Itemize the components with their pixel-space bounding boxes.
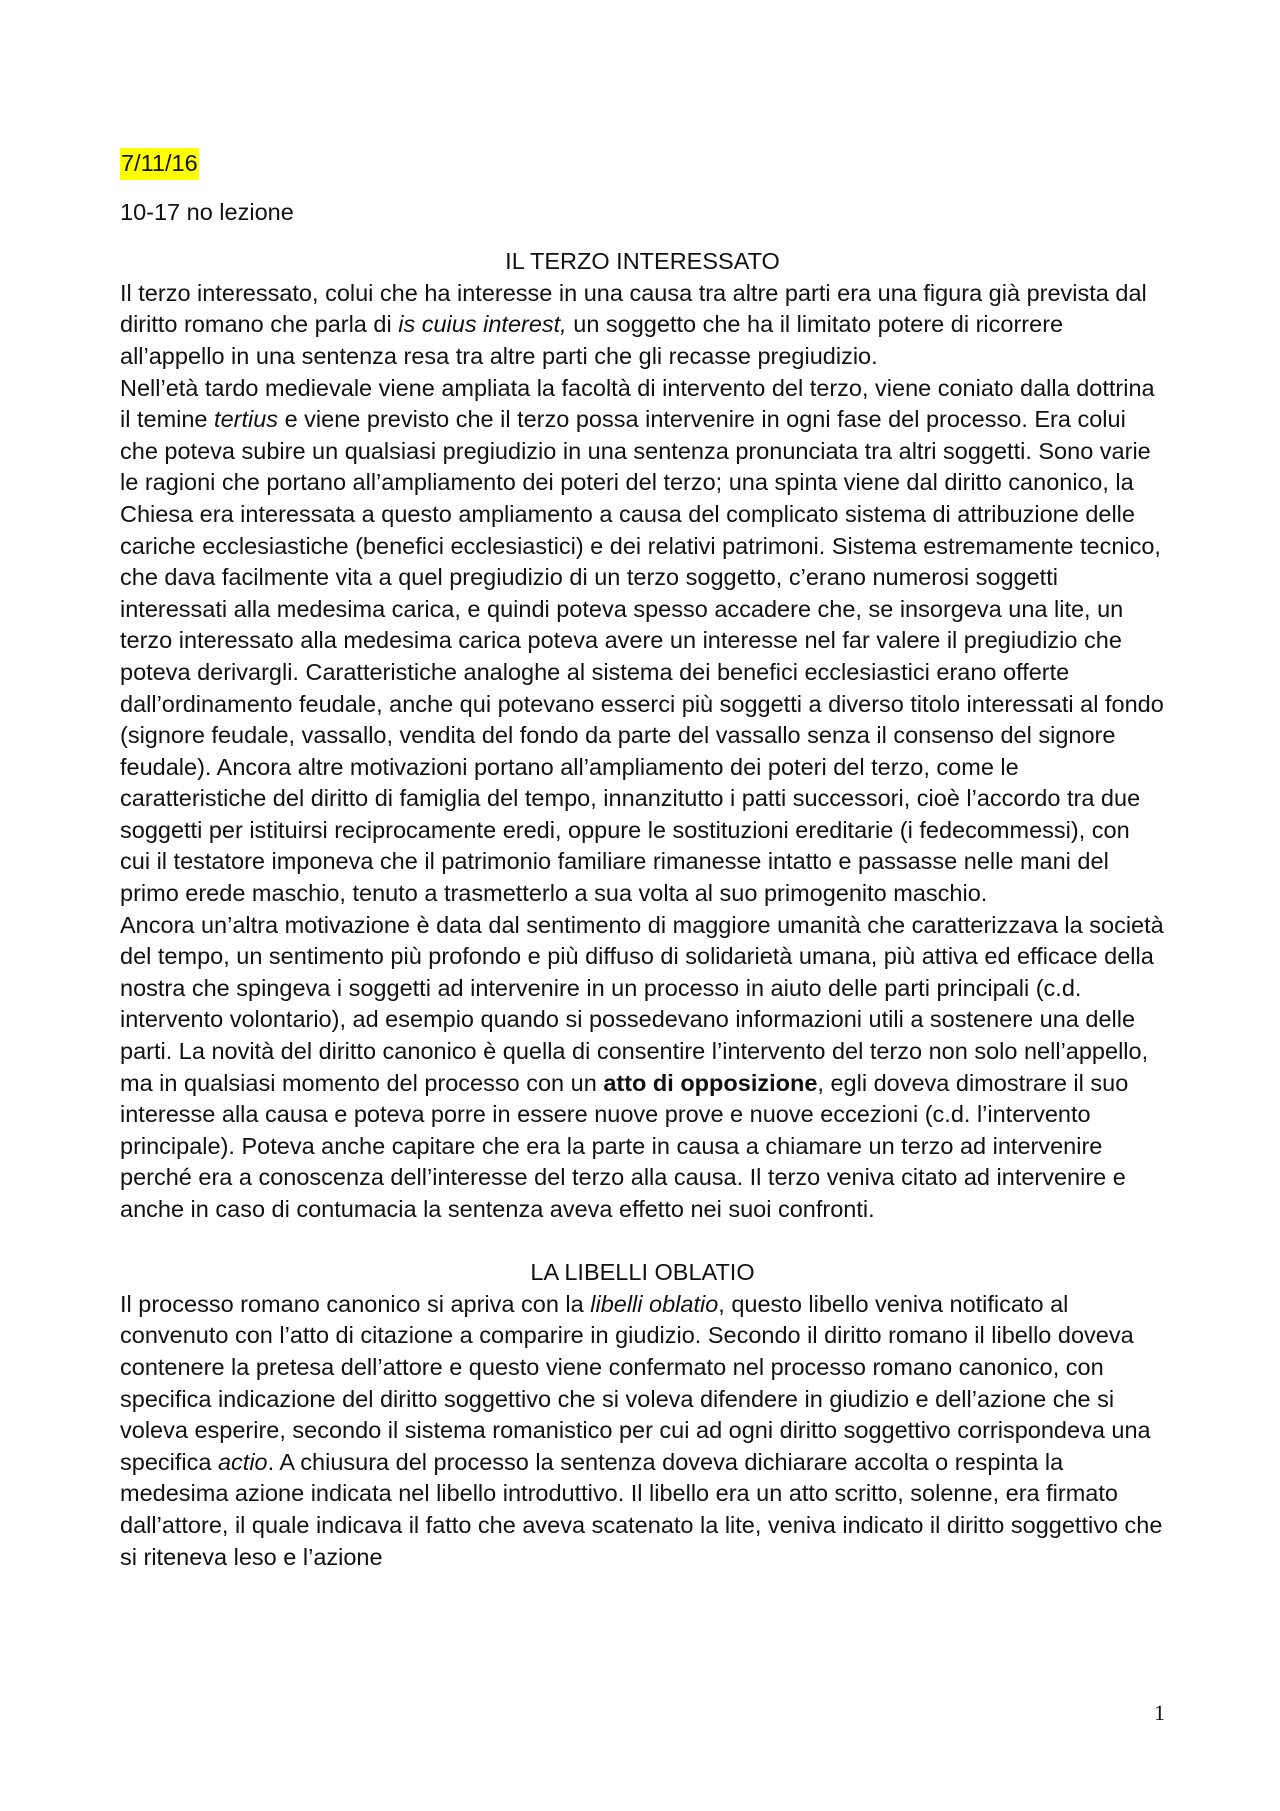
italic-term: libelli oblatio	[590, 1290, 719, 1317]
italic-term: is cuius interest,	[398, 311, 567, 338]
date-highlight: 7/11/16	[120, 148, 199, 180]
page-number: 1	[1154, 1700, 1165, 1725]
paragraph	[120, 373, 1165, 910]
text-run: Il terzo interessato, colui che ha interesse in una causa tra altre parti era una figura già prevista dal diritto romano che parla di	[120, 279, 1147, 338]
text-run: Il processo romano canonico si apriva con la	[120, 1290, 591, 1317]
text-run: e viene previsto che il terzo possa intervenire in ogni fase del processo. Era colui che poteva subire un qualsiasi pregiudizio in una sentenza pronunciata tra altri soggetti. Sono varie le ragioni che portano all’ampliamento dei poteri del terzo; una spinta viene dal diritto canonico, la Chiesa era interessata a questo ampliamento a causa del complicato sistema di attribuzione delle cariche ecclesiastiche (benefici ecclesiastici) e dei relativi patrimoni. Sistema estremamente tecnico, che dava facilmente vita a quel pregiudizio di un terzo soggetto, c’erano numerosi soggetti interessati alla medesima carica, e quindi poteva spesso accadere che, se insorgeva una lite, un terzo interessato alla medesima carica poteva avere un interesse nel far valere il pregiudizio che poteva derivargli. Caratteristiche analoghe al sistema dei benefici ecclesiastici erano offerte dall’ordinamento feudale, anche qui potevano esserci più soggetti a diverso titolo interessati al fondo (signore feudale, vassallo, vendita del fondo da parte del vassallo senza il consenso del signore feudale). Ancora altre motivazioni portano all’ampliamento dei poteri del terzo, come le caratteristiche del diritto di famiglia del tempo, innanzitutto i patti successori, cioè l’accordo tra due soggetti per istituirsi reciprocamente eredi, oppure le sostituzioni ereditarie (i fedecommessi), con cui il testatore imponeva che il patrimonio familiare rimanesse intatto e passasse nelle mani del primo erede maschio, tenuto a trasmetterlo a sua volta al suo primogenito maschio.	[120, 406, 1164, 907]
text-run: . A chiusura del processo la sentenza doveva dichiarare accolta o respinta la medesima azione indicata nel libello introduttivo. Il libello era un atto scritto, solenne, era firmato dall’attore, il quale indicava il fatto che aveva scatenato la lite, veniva indicato il diritto soggettivo che si riteneva leso e l’azione	[120, 1448, 1163, 1570]
document-body	[120, 148, 1165, 1573]
note-line: 10-17 no lezione	[120, 198, 294, 225]
section-title-terzo-interessato: IL TERZO INTERESSATO	[505, 248, 780, 275]
date-line	[120, 148, 1165, 180]
text-run: Ancora un’altra motivazione è data dal sentimento di maggiore umanità che caratterizzava la società del tempo, un sentimento più profondo e più diffuso di solidarietà umana, più attiva ed efficace della nostra che spingeva i soggetti ad intervenire in un processo in aiuto delle parti principali (c.d. intervento volontario), ad esempio quando si possedevano informazioni utili a sostenere una delle parti. La novità del diritto canonico è quella di consentire l’intervento del terzo non solo nell’appello, ma in qualsiasi momento del processo con un	[120, 911, 1164, 1096]
text-run: Nell’età tardo medievale viene ampliata la facoltà di intervento del terzo, viene coniato dalla dottrina il temine	[120, 374, 1155, 433]
bold-term: atto di opposizione	[603, 1069, 818, 1096]
text-run: , egli doveva dimostrare il suo interesse alla causa e poteva porre in essere nuove prove e nuove eccezioni (c.d. l’intervento principale). Poteva anche capitare che era la parte in causa a chiamare un terzo ad intervenire perché era a conoscenza dell’interesse del terzo alla causa. Il terzo veniva citato ad intervenire e anche in caso di contumacia la sentenza aveva effetto nei suoi confronti.	[120, 1069, 1129, 1222]
text-run: un soggetto che ha il limitato potere di ricorrere all’appello in una sentenza resa tra altre parti che gli recasse pregiudizio.	[120, 311, 1064, 369]
paragraph	[120, 278, 1165, 373]
text-run: , questo libello veniva notificato al convenuto con l’atto di citazione a comparire in giudizio. Secondo il diritto romano il libello doveva contenere la pretesa dell’attore e questo viene confermato nel processo romano canonico, con specifica indicazione del diritto soggettivo che si voleva difendere in giudizio e dell’azione che si voleva esperire, secondo il sistema romanistico per cui ad ogni diritto soggettivo corrispondeva una specifica	[120, 1290, 1151, 1475]
paragraph	[120, 910, 1165, 1226]
italic-term: actio	[217, 1448, 268, 1475]
spacer	[120, 1226, 1165, 1258]
paragraph	[120, 1289, 1165, 1573]
italic-term: tertius	[214, 406, 279, 433]
section-title-libelli-oblatio: LA LIBELLI OBLATIO	[530, 1259, 755, 1286]
